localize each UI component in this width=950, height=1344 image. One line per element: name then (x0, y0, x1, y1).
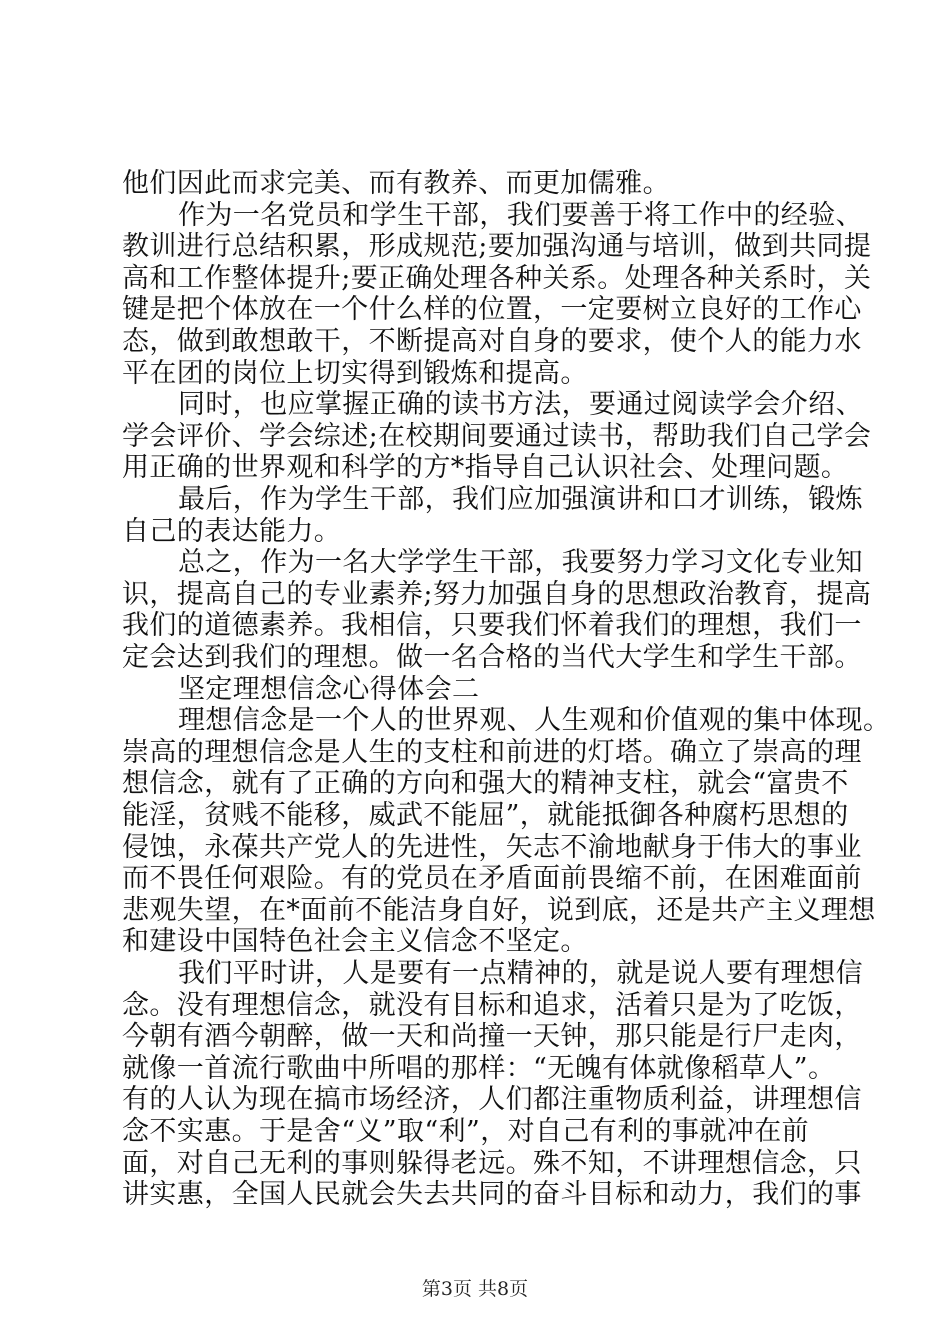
text-line: 他们因此而求完美、而有教养、而更加儒雅。 (122, 168, 670, 199)
text-line: 用正确的世界观和科学的方*指导自己认识社会、处理问题。 (122, 452, 849, 484)
text-line: 和建设中国特色社会主义信念不坚定。 (122, 926, 588, 958)
text-line: 今朝有酒今朝醉，做一天和尚撞一天钟，那只能是行尸走肉， (122, 1021, 862, 1053)
text-line: 想信念，就有了正确的方向和强大的精神支柱，就会“富贵不 (122, 768, 849, 800)
text-line: 念不实惠。于是舍“义”取“利”，对自己有利的事就冲在前 (122, 1116, 810, 1147)
section-heading: 坚定理想信念心得体会二 (178, 673, 480, 705)
text-line: 平在团的岗位上切实得到锻炼和提高。 (122, 357, 588, 389)
text-line: 作为一名党员和学生干部，我们要善于将工作中的经验、 (178, 199, 863, 231)
text-line: 自己的表达能力。 (122, 515, 342, 547)
text-line: 学会评价、学会综述;在校期间要通过读书，帮助我们自己学会 (122, 420, 872, 452)
text-line: 同时，也应掌握正确的读书方法，要通过阅读学会介绍、 (178, 389, 863, 421)
text-line: 总之，作为一名大学学生干部，我要努力学习文化专业知 (178, 547, 863, 579)
text-line: 态，做到敢想敢干，不断提高对自身的要求，使个人的能力水 (122, 326, 862, 357)
text-line: 讲实惠，全国人民就会失去共同的奋斗目标和动力，我们的事 (122, 1179, 862, 1211)
text-line: 定会达到我们的理想。做一名合格的当代大学生和学生干部。 (122, 642, 862, 673)
text-line: 高和工作整体提升;要正确处理各种关系。处理各种关系时，关 (122, 262, 872, 294)
text-line: 就像一首流行歌曲中所唱的那样：“无魄有体就像稻草人”。 (122, 1052, 836, 1084)
text-line: 面，对自己无利的事则躲得老远。殊不知，不讲理想信念，只 (122, 1147, 862, 1179)
text-line: 最后，作为学生干部，我们应加强演讲和口才训练，锻炼 (178, 484, 863, 515)
page-number-footer: 第3页 共8页 (421, 1278, 529, 1300)
text-line: 我们的道德素养。我相信，只要我们怀着我们的理想，我们一 (122, 610, 862, 642)
text-line: 能淫，贫贱不能移，威武不能屈”，就能抵御各种腐朽思想的 (122, 800, 849, 831)
text-line: 教训进行总结积累，形成规范;要加强沟通与培训，做到共同提 (122, 231, 872, 263)
text-line: 我们平时讲，人是要有一点精神的，就是说人要有理想信 (178, 958, 863, 989)
text-line: 而不畏任何艰险。有的党员在矛盾面前畏缩不前，在困难面前 (122, 863, 862, 895)
text-line: 理想信念是一个人的世界观、人生观和价值观的集中体现。 (178, 705, 891, 737)
text-line: 崇高的理想信念是人生的支柱和前进的灯塔。确立了崇高的理 (122, 736, 862, 768)
text-line: 悲观失望，在*面前不能洁身自好，说到底，还是共产主义理想 (122, 894, 876, 926)
text-line: 侵蚀，永葆共产党人的先进性，矢志不渝地献身于伟大的事业 (122, 831, 862, 863)
text-line: 键是把个体放在一个什么样的位置，一定要树立良好的工作心 (122, 294, 862, 326)
text-line: 识，提高自己的专业素养;努力加强自身的思想政治教育，提高 (122, 578, 872, 610)
text-line: 有的人认为现在搞市场经济，人们都注重物质利益，讲理想信 (122, 1084, 862, 1116)
text-line: 念。没有理想信念，就没有目标和追求，活着只是为了吃饭， (122, 989, 862, 1021)
